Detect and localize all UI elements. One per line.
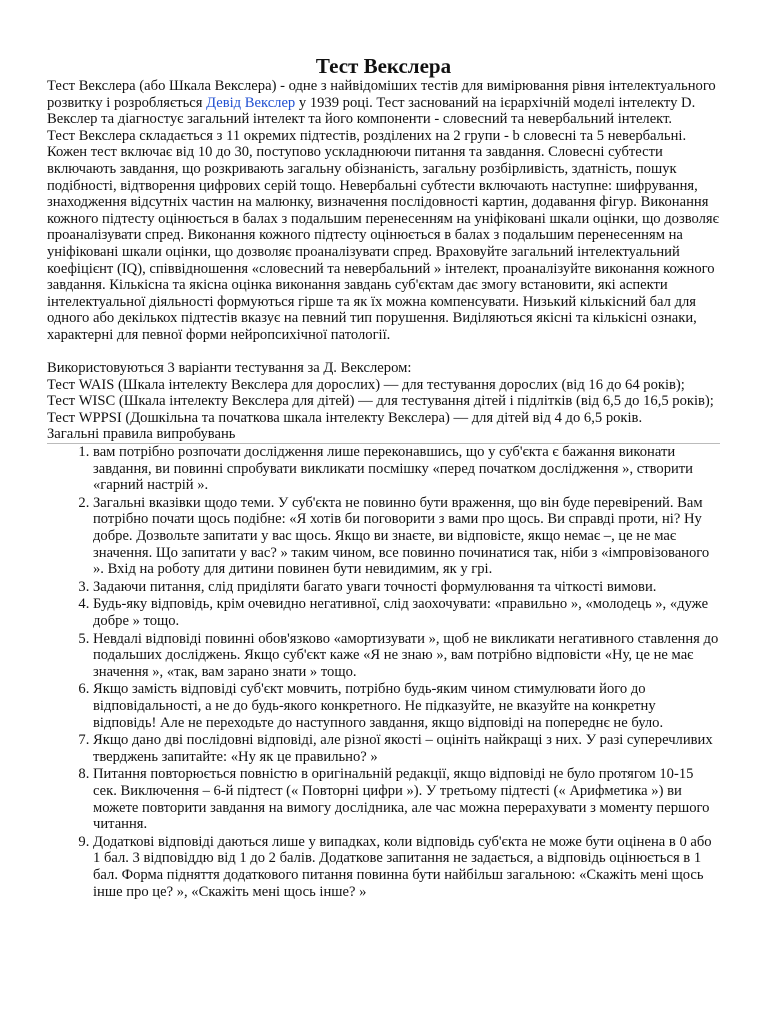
list-item: 6. Якщо замість відповіді суб'єкт мовчить, потрібно будь-яким чином стимулювати його до відповідальності, а не до будь-якого конкретного. Не підказуйте, не вказуйте на конкретну відповідь! Але не переходьте до наступного завдання, якщо відповіді на попереднє не було.: [93, 681, 720, 731]
document-body: [47, 78, 720, 444]
list-item: 8. Питання повторюється повністю в оригінальній редакції, якщо відповіді не було протягом 10-15 сек. Виключення – 6-й підтест (« Повторні цифри »). У третьому підтесті (« Арифметика ») ви можете повторити завдання на вимогу дослідника, але час можна перерахувати з моменту першого читання.: [93, 766, 720, 832]
rules-list: [47, 444, 720, 900]
list-item: 2. Загальні вказівки щодо теми. У суб'єкта не повинно бути враження, що він буде перевірений. Вам потрібно почати щось подібне: «Я хотів би поговорити з вами про щось. Ви справді проти, ні? Ну добре. Дозвольте запитати у вас щось. Якщо ви знаєте, ви відповісте, якщо немає –, це не має значення. Що запитати у вас? » таким чином, все повинно починатися так, ніби з «імпровізованого ». Вхід на роботу для дитини повинен бути невидимим, як у грі.: [93, 495, 720, 578]
variant-wppsi: Тест WPPSI (Дошкільна та початкова шкала інтелекту Векслера) — для дітей від 4 до 6,5 років.: [47, 409, 643, 426]
list-item: 7. Якщо дано дві послідовні відповіді, але різної якості – оцініть найкращі з них. У разі суперечливих тверджень запитайте: «Ну як це правильно? »: [93, 732, 720, 765]
list-item: 1. вам потрібно розпочати дослідження лише переконавшись, що у суб'єкта є бажання виконати завдання, ви повинні спробувати викликати посмішку «перед початком дослідження », створити «гарний настрій ».: [93, 444, 720, 494]
wechsler-link[interactable]: Девід Векслер: [206, 94, 296, 111]
page-title: Тест Векслера: [315, 54, 452, 78]
variants-intro: Використовуються 3 варіанти тестування за Д. Векслером:: [47, 360, 412, 377]
paragraph-gap: [47, 344, 720, 361]
variant-wais: Тест WAIS (Шкала інтелекту Векслера для дорослих) — для тестування дорослих (від 16 до 64 років);: [47, 376, 685, 393]
list-item: 9. Додаткові відповіді даються лише у випадках, коли відповідь суб'єкта не може бути оцінена в 0 або 1 бал. 3 відповіддю від 1 до 2 балів. Додаткове запитання не задається, а відповідь оцінюється в 1 бал. Форма підняття додаткового питання повинна бути найбільш загальною: «Скажіть мені щось інше про це? », «Скажіть мені щось інше? »: [93, 834, 720, 900]
list-item: 3. Задаючи питання, слід приділяти багато уваги точності формулювання та чіткості вимови.: [93, 579, 720, 596]
structure-paragraph: Тест Векслера складається з 11 окремих підтестів, розділених на 2 групи - b словесні та 5 невербальні. Кожен тест включає від 10 до 30, поступово ускладнюючи питання та завдання. Словесні субтести включають завдання, що розкривають загальну обізнаність, загальну розбірливість, здатність, пошук подібності, відтворення цифрових серій тощо. Невербальні субтести включають наступне: шифрування, знаходження відсутніх частин на малюнку, визначення послідовності картин, додавання фігур. Виконання кожного підтесту оцінюється в балах з подальшим перенесенням на уніфіковані шкали оцінки, що дозволяє проаналізувати спред. Виконання кожного підтесту оцінюється в балах з подальшим перенесенням на уніфіковані шкали оцінки, що дозволяє проаналізувати спред. Враховуйте загальний інтелектуальний коефіцієнт (IQ), співвідношення «словесний та невербальний » інтелект, проаналізуйте виконання кожного завдання. Кількісна та якісна оцінка виконання завдань суб'єктам дає змогу встановити, які аспекти інтелектуальної діяльності формуються гірше та як їх можна компенсувати. Низький кількісний бал для одного або декількох підтестів вказує на певний тип порушення. Виділяються якісні та кількісні ознаки, характерні для певної форми нейропсихічної патології.: [47, 127, 719, 343]
intro-paragraph: [47, 78, 720, 128]
list-item: 4. Будь-яку відповідь, крім очевидно негативної, слід заохочувати: «правильно », «молодець », «дуже добре » тощо.: [93, 596, 720, 629]
list-item: 5. Невдалі відповіді повинні обов'язково «амортизувати », щоб не викликати негативного ставлення до подальших досліджень. Якщо суб'єкт каже «Я не знаю », вам потрібно відповісти «Ну, це не має значення », «так, вам зарано знати » тощо.: [93, 631, 720, 681]
rules-heading: Загальні правила випробувань: [47, 426, 720, 444]
variant-wisc: Тест WISC (Шкала інтелекту Векслера для дітей) — для тестування дітей і підлітків (від 6,5 до 16,5 років);: [47, 393, 714, 410]
intro-text-start: Тест Векслера (або Шкала Векслера) - одне з найвідоміших тестів для вимірювання рівня інтелектуального розвитку і розробляється: [47, 78, 716, 111]
intro-text-end: у 1939 році. Тест заснований на ієрархічній моделі інтелекту D. Векслер та діагностує загальний інтелект та його компоненти - словесний та невербальний інтелект.: [47, 94, 696, 128]
